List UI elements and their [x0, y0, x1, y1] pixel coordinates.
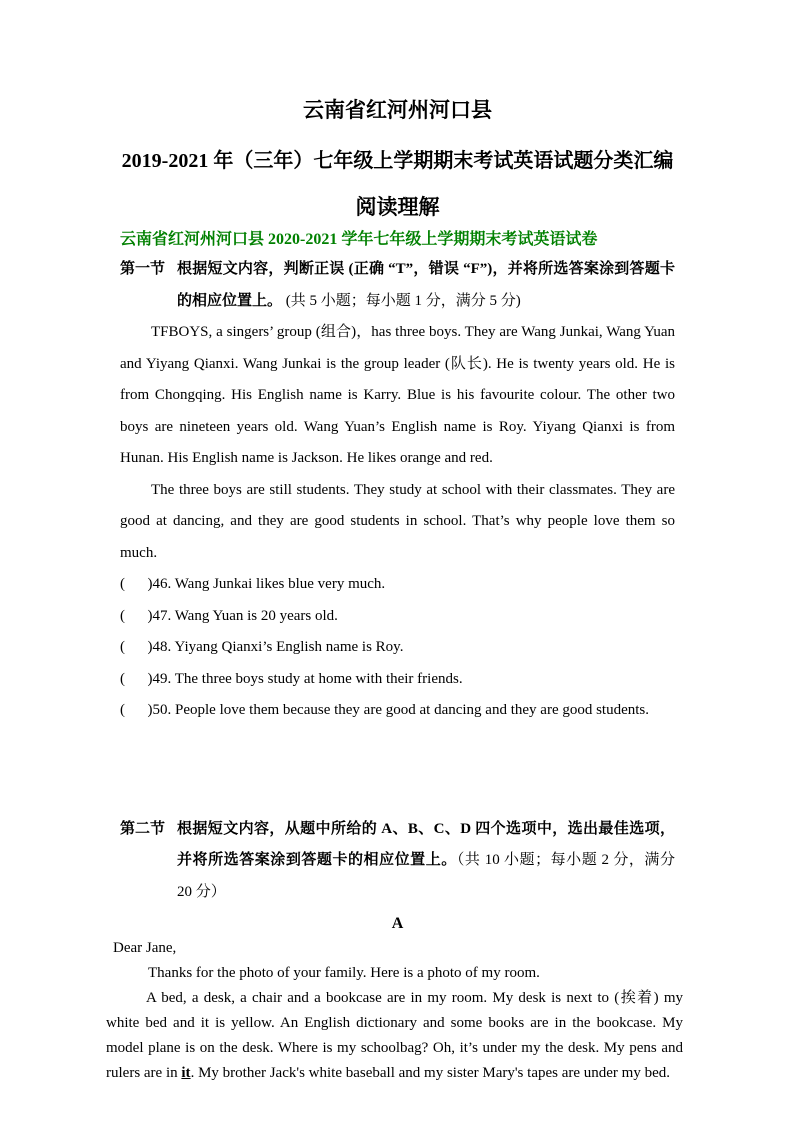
- section-one-score-note: (共 5 小题；每小题 1 分，满分 5 分): [282, 292, 521, 309]
- question-text: 50. People love them because they are good at dancing and they are good students.: [152, 702, 650, 718]
- exam-paper-heading: 云南省红河州河口县 2020-2021 学年七年级上学期期末考试英语试卷: [120, 231, 598, 248]
- letter-paragraph-1: Thanks for the photo of your family. Here is a photo of my room.: [148, 965, 540, 981]
- section-one-instructions: [120, 254, 675, 317]
- section-one-instruction-body: [177, 254, 675, 317]
- emphasized-word-it: it: [181, 1065, 191, 1081]
- passage-a-label: A: [391, 915, 404, 932]
- question-row-50: [120, 695, 675, 727]
- document-title-line-2: 2019-2021 年（三年）七年级上学期期末考试英语试题分类汇编: [121, 150, 674, 172]
- section-two-instruction-text: 根据短文内容，从题中所给的 A、B、C、D 四个选项中，选出最佳选项，并将所选答案涂到答题卡的相应位置上。: [177, 820, 675, 868]
- section-one-label: 第一节: [120, 261, 166, 277]
- document-title-line-1: 云南省红河州河口县: [303, 98, 492, 122]
- answer-bracket: ( ): [120, 607, 153, 624]
- letter-salutation: Dear Jane,: [113, 940, 177, 956]
- question-row-47: [120, 601, 675, 633]
- section-two-instruction-body: [177, 814, 675, 909]
- answer-bracket: ( ): [120, 639, 153, 655]
- question-row-46: [120, 569, 675, 601]
- answer-bracket: ( ): [120, 576, 153, 592]
- passage-paragraph-1: TFBOYS, a singers’ group (组合)，has three boys. They are Wang Junkai, Wang Yuan and Yiyang Qianxi. Wang Junkai is the group leader (队长). He is twenty years old. He is from Chongqing. His English name is Karry. Blue is his favourite colour. The other two boys are nineteen years old. Wang Yuan’s English name is Roy. Yiyang Qianxi is from Hunan. His English name is Jackson. He likes orange and red.: [120, 324, 675, 466]
- letter-paragraph-2: [106, 986, 683, 1086]
- reading-passage-tfboys: [120, 317, 675, 569]
- true-false-question-list: [120, 569, 675, 727]
- letter-passage-to-jane: [106, 936, 683, 1086]
- question-text: 49. The three boys study at home with their friends.: [152, 670, 463, 687]
- section-two-instructions: [120, 814, 675, 909]
- section-two-score-note: （共 10 小题；每小题 2 分，满分 20 分）: [177, 852, 675, 900]
- question-row-48: [120, 632, 675, 664]
- answer-bracket: ( ): [120, 670, 153, 687]
- section-one-instruction-text: 根据短文内容，判断正误 (正确 “T”，错误 “F”)，并将所选答案涂到答题卡的相应位置上。: [177, 261, 675, 309]
- letter-paragraph-2-end: . My brother Jack's white baseball and my sister Mary's tapes are under my bed.: [190, 1065, 671, 1081]
- question-row-49: [120, 664, 675, 696]
- document-title-line-3: 阅读理解: [355, 195, 440, 219]
- question-text: 47. Wang Yuan is 20 years old.: [152, 607, 338, 624]
- passage-paragraph-2: The three boys are still students. They study at school with their classmates. They are good at dancing, and they are good students in school. That’s why people love them so much.: [120, 481, 675, 561]
- answer-bracket: ( ): [120, 702, 153, 718]
- letter-paragraph-2-start: A bed, a desk, a chair and a bookcase are in my room. My desk is next to (挨着) my white bed and it is yellow. An English dictionary and some books are in the bookcase. My model plane is on the desk. Where is my schoolbag? Oh, it’s under my the desk. My pens and rulers are in: [106, 990, 683, 1081]
- section-two-label: 第二节: [120, 820, 166, 837]
- question-text: 48. Yiyang Qianxi’s English name is Roy.: [152, 639, 404, 655]
- question-text: 46. Wang Junkai likes blue very much.: [152, 576, 386, 592]
